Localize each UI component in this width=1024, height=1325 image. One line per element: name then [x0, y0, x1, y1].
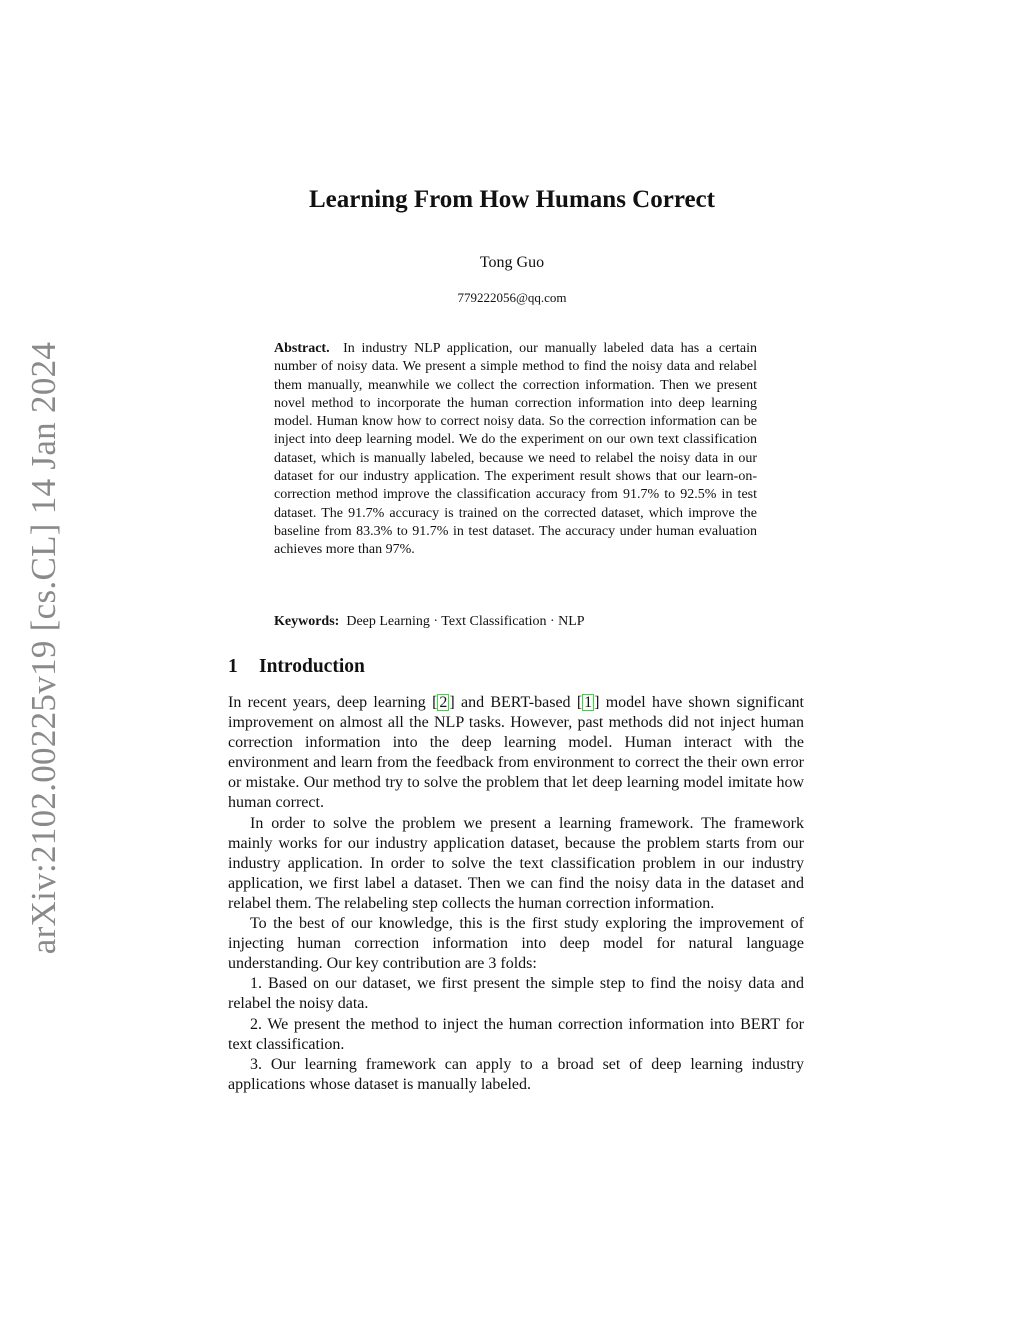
intro-paragraph-2: In order to solve the problem we present a learning framework. The framework mainly works for our industry application dataset, because the problem starts from our industry application. In order to solve the text classification problem in our industry application, we first label a dataset. Then we can find the noisy data in the dataset and relabel them. The relabeling step collects the human correction information. — [228, 814, 804, 912]
section-heading-introduction — [228, 656, 365, 678]
intro-paragraph-3: To the best of our knowledge, this is the first study exploring the improvement of injecting human correction information into deep model for natural language understanding. Our key contribution are 3 folds: — [228, 915, 804, 973]
intro-paragraph-1-start: In recent years, deep learning — [228, 694, 433, 711]
section-number: 1 — [228, 656, 238, 677]
section-title: Introduction — [259, 656, 365, 677]
paper-title: Learning From How Humans Correct — [309, 186, 715, 213]
abstract-label: Abstract. — [274, 341, 330, 356]
author-name: Tong Guo — [479, 254, 545, 271]
introduction-body — [228, 693, 804, 1095]
citation-link-2[interactable]: 2 — [439, 694, 448, 711]
intro-paragraph-1-end: model have shown significant improvement on almost all the NLP tasks. However, past methods did not inject human correction information into the deep learning model. Human interact with the environment and learn from the feedback from environment to correct the their own error or mistake. Our method try to solve the problem that let deep learning model imitate how human correct. — [228, 694, 804, 812]
keywords — [274, 613, 757, 631]
intro-paragraph-1: In recent years, deep learning [ 2 ] and BERT-based [ 1 ] model have shown significant improvement on almost all the NLP tasks. However, past methods did not inject human correction information into the deep learning model. Human interact with the environment and learn from the feedback from environment to correct the their own error or mistake. Our method try to solve the problem that let deep learning model imitate how human correct. — [228, 694, 804, 812]
author-email: 779222056@qq.com — [457, 290, 567, 305]
intro-paragraph-1-middle: and BERT-based — [454, 694, 577, 711]
abstract-text: In industry NLP application, our manually labeled data has a certain number of noisy data. We present a simple method to find the noisy data and relabel them manually, meanwhile we collect the correction information. Then we present novel method to incorporate the human correction information into deep learning model. Human know how to correct noisy data. So the correction information can be inject into deep learning model. We do the experiment on our own text classification dataset, which is manually labeled, because we need to relabel the noisy data in our dataset for our industry application. The experiment result shows that our learn-on-correction method improve the classification accuracy from 91.7% to 92.5% in test dataset. The 91.7% accuracy is trained on the corrected dataset, which improve the baseline from 83.3% to 91.7% in test dataset. The accuracy under human evaluation achieves more than 97%. — [274, 341, 758, 558]
keywords-text: Deep Learning · Text Classification · NLP — [346, 614, 585, 629]
citation-link-1[interactable]: 1 — [584, 694, 593, 711]
abstract — [274, 340, 757, 560]
contribution-item-1: 1. Based on our dataset, we first present the simple step to find the noisy data and relabel the noisy data. — [228, 975, 804, 1013]
keywords-label: Keywords: — [274, 614, 340, 629]
contribution-item-2: 2. We present the method to inject the human correction information into BERT for text classification. — [228, 1015, 804, 1053]
contribution-item-3: 3. Our learning framework can apply to a broad set of deep learning industry applications whose dataset is manually labeled. — [228, 1055, 804, 1093]
arxiv-identifier-stamp: arXiv:2102.00225v19 [cs.CL] 14 Jan 2024 — [24, 341, 63, 955]
